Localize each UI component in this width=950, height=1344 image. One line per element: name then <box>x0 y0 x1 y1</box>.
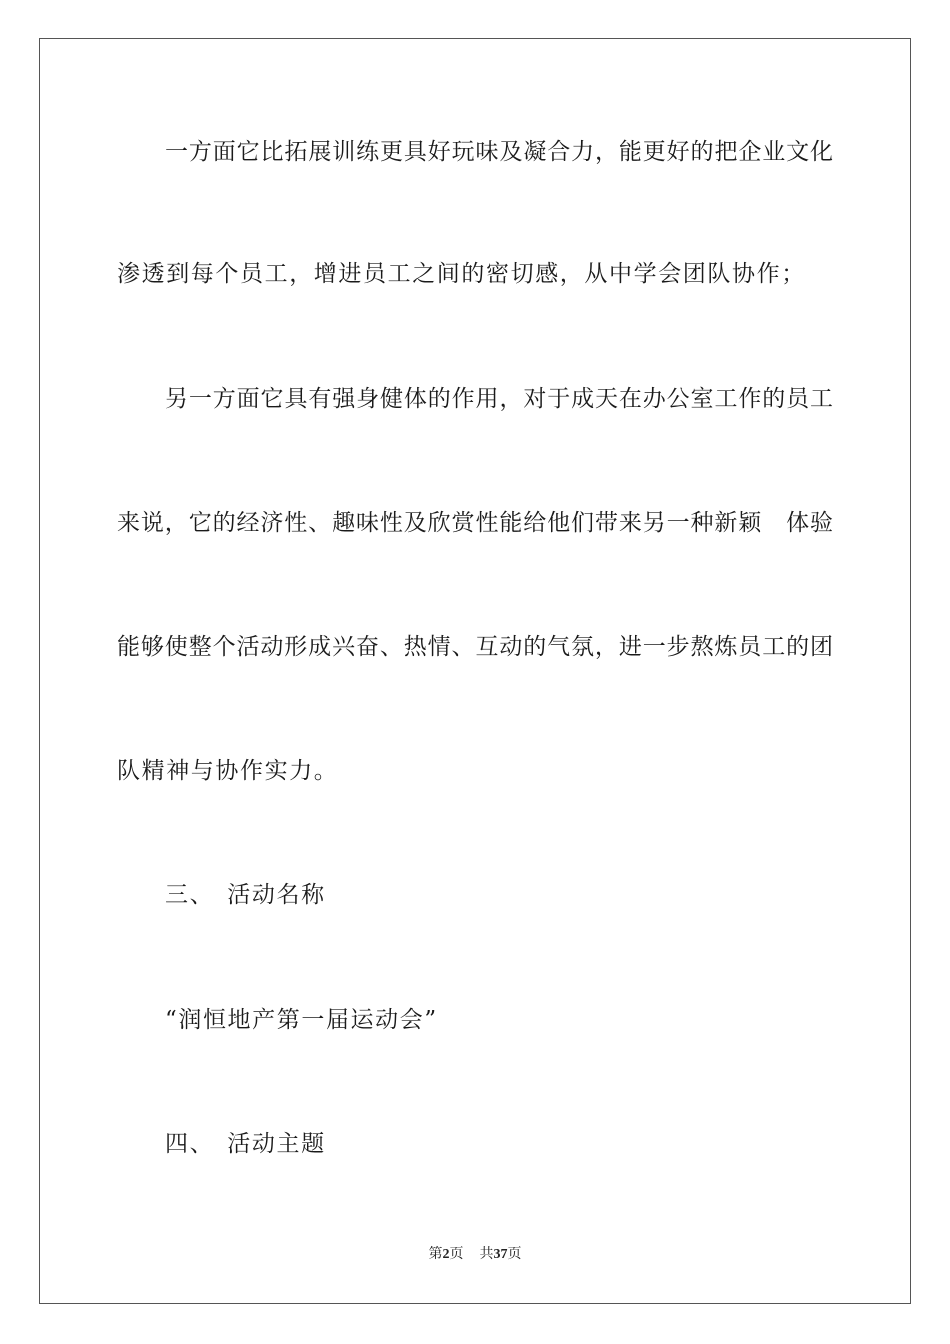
footer-page-number: 2 <box>442 1247 450 1262</box>
page-footer <box>0 1246 950 1264</box>
section-heading-3: 三、 活动名称 <box>165 882 326 908</box>
page-border <box>39 38 911 1304</box>
paragraph-line-5: 能够使整个活动形成兴奋、热情、互动的气氛，进一步熬炼员工的团 <box>117 634 833 660</box>
paragraph-line-4: 来说，它的经济性、趣味性及欣赏性能给他们带来另一种新颖 体验 <box>117 510 833 536</box>
paragraph-line-1: 一方面它比拓展训练更具好玩味及凝合力，能更好的把企业文化 <box>165 139 833 165</box>
section-heading-4: 四、 活动主题 <box>165 1131 326 1157</box>
footer-total-pages: 37 <box>493 1247 508 1262</box>
footer-total-suffix: 页 <box>507 1247 522 1262</box>
activity-name: “润恒地产第一届运动会” <box>165 1007 438 1033</box>
paragraph-line-3: 另一方面它具有强身健体的作用，对于成天在办公室工作的员工 <box>165 386 833 412</box>
paragraph-line-2: 渗透到每个员工，增进员工之间的密切感，从中学会团队协作； <box>117 261 806 287</box>
footer-total-prefix: 共 <box>479 1247 494 1262</box>
footer-page-suffix: 页 <box>449 1247 464 1262</box>
paragraph-line-6: 队精神与协作实力。 <box>117 758 339 784</box>
footer-page-prefix: 第 <box>428 1247 443 1262</box>
